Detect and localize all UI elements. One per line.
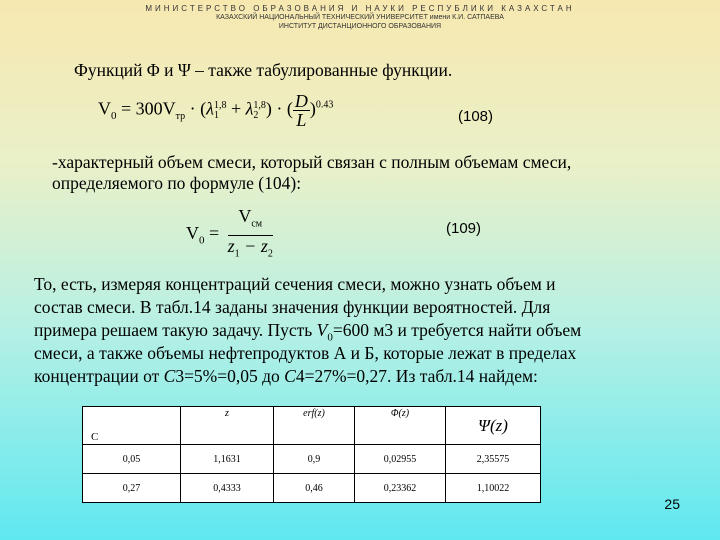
table-cell: 0,4333 [181, 474, 274, 503]
formula-109-number: (109) [446, 220, 482, 237]
header-ministry: МИНИСТЕРСТВО ОБРАЗОВАНИЯ И НАУКИ РЕСПУБЛИКИ КАЗАХСТАН [145, 4, 575, 13]
table-header-row [83, 407, 541, 445]
header-z: z [181, 407, 274, 445]
table-cell: 0,23362 [355, 474, 446, 503]
paragraph-3-line-4: смеси, а также объемы нефтепродуктов А и Б, которые лежат в пределах [34, 343, 577, 363]
table-cell: 0,02955 [355, 445, 446, 474]
paragraph-3-line-3: примера решаем такую задачу. Пусть $V_0=600$ м3 и требуется найти объем [34, 320, 582, 344]
header-c: C [83, 407, 181, 445]
table-cell: 0,05 [83, 445, 181, 474]
table-cell: 2,35575 [446, 445, 541, 474]
table-cell: 1,1631 [181, 445, 274, 474]
header-phi: Φ(z) [355, 407, 446, 445]
table-cell: 0,27 [83, 474, 181, 503]
formula-108: $V_0 = 300V_{тр} \cdot (\lambda$ 1,8 1 + λ 1,8 2 ) · ( $\frac{D}{L}$ )$^{0.43}$ [98, 91, 334, 130]
paragraph-2-line-1: -характерный объем смеси, который связан с полным объемам смеси, [52, 152, 572, 172]
table-row [83, 445, 541, 474]
table-cell: 0,46 [274, 474, 355, 503]
header-psi: Ψ(z) [446, 407, 541, 445]
header-university: КАЗАХСКИЙ НАЦИОНАЛЬНЫЙ ТЕХНИЧЕСКИЙ УНИВЕРСИТЕТ имени К.И. САТПАЕВА [216, 14, 504, 21]
header-erf: erf(z) [274, 407, 355, 445]
page-number: 25 [664, 496, 680, 512]
table-cell: 0,9 [274, 445, 355, 474]
formula-108-number: (108) [458, 108, 494, 125]
paragraph-3-line-1: То, есть, измеряя концентраций сечения смеси, можно узнать объем и [34, 274, 556, 294]
table-row [83, 474, 541, 503]
header-institute: ИНСТИТУТ ДИСТАНЦИОННОГО ОБРАЗОВАНИЯ [278, 23, 442, 30]
paragraph-3-line-5: концентрации от C3=5%=0,05 до C4=27%=0,27. Из табл.14 найдем: [34, 366, 538, 386]
paragraph-2-line-2: определяемого по формуле (104): [52, 173, 302, 193]
formula-109: $V_0$ = $V_{см}$ $z_1 - z_2$ [186, 206, 273, 260]
values-table [82, 406, 541, 503]
intro-text: Функций Φ и Ψ – также табулированные функции. [74, 60, 453, 80]
paragraph-3-line-2: состав смеси. В табл.14 заданы значения функции вероятностей. Для [34, 297, 551, 317]
table-cell: 1,10022 [446, 474, 541, 503]
